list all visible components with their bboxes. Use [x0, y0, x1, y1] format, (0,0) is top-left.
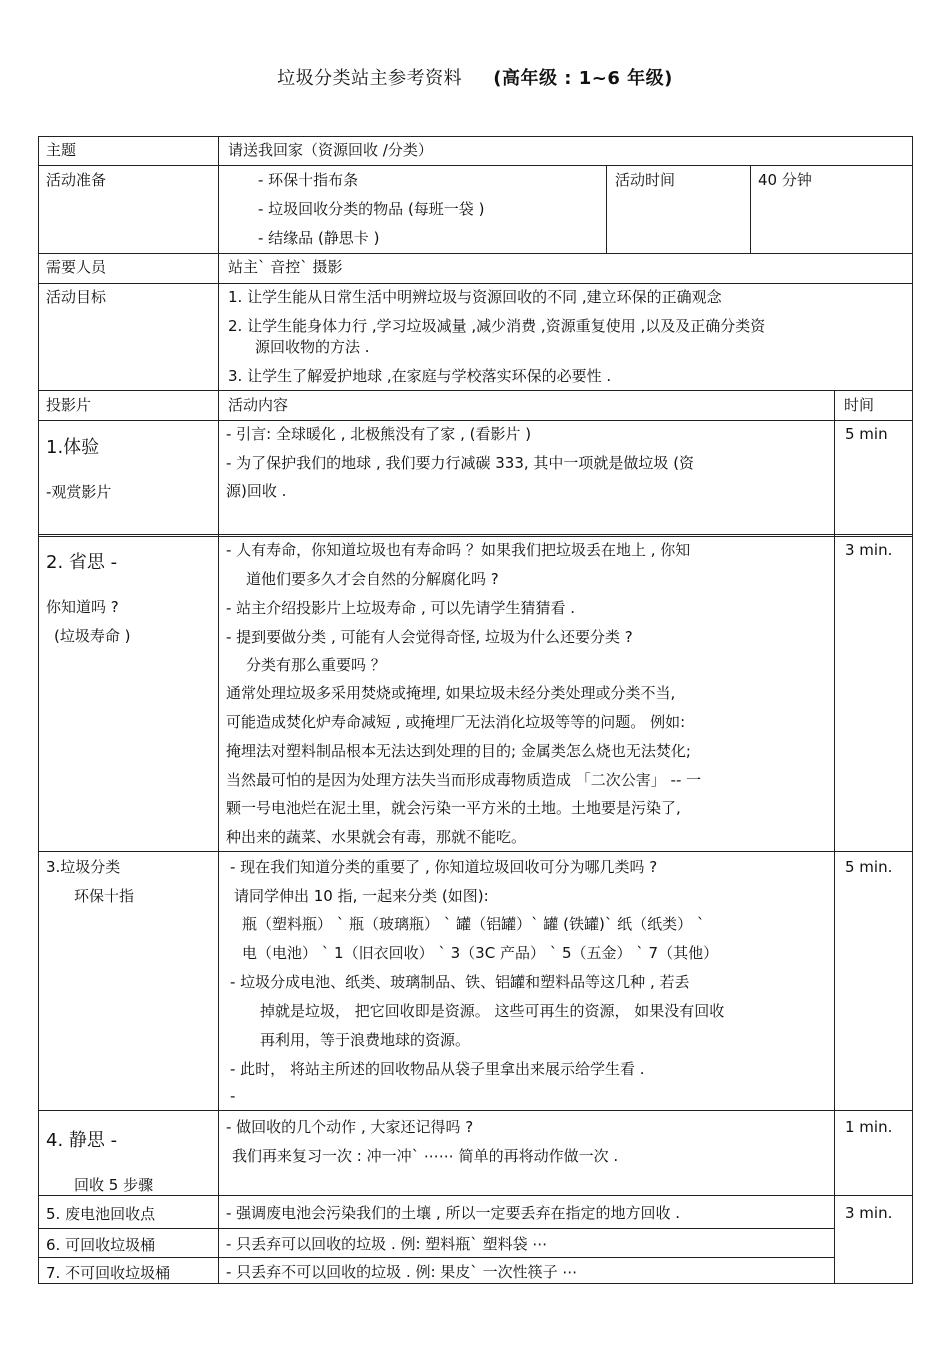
section-title: 5. 废电池回收点 [46, 1205, 156, 1223]
people-value: 站主` 音控` 摄影 [228, 258, 343, 276]
section-title: 2. 省思 - [46, 552, 118, 573]
header-time: 时间 [844, 396, 875, 414]
table-border-left [38, 136, 39, 1284]
row-divider [38, 536, 913, 537]
section-time: 5 min [845, 425, 888, 443]
col-divider [834, 390, 835, 1284]
row-divider [38, 1195, 913, 1196]
content-line: - 强调废电池会污染我们的土壤 , 所以一定要丢弃在指定的地方回收 . [226, 1204, 681, 1222]
section-subtitle: 回收 5 步骤 [74, 1176, 154, 1194]
goal-line: 3. 让学生了解爱护地球 ,在家庭与学校落实环保的必要性 . [228, 367, 612, 385]
content-line: 颗一号电池烂在泥土里，就会污染一平方米的土地。土地要是污染了, [226, 799, 681, 817]
section-title: 4. 静思 - [46, 1130, 118, 1151]
content-line: - 只丢弃不可以回收的垃圾 . 例: 果皮` 一次性筷子 ⋯ [226, 1263, 578, 1281]
section-time: 3 min. [845, 541, 893, 559]
row-divider [38, 283, 913, 284]
title-grade: (高年级 : 1~6 年级) [493, 68, 673, 89]
content-line: - 垃圾分成电池、纸类、玻璃制品、铁、铝罐和塑料品等这几种 , 若丢 [230, 973, 690, 991]
row-divider [38, 420, 913, 421]
content-line: - 只丢弃可以回收的垃圾 . 例: 塑料瓶` 塑料袋 ⋯ [226, 1235, 548, 1253]
time-value: 40 分钟 [758, 171, 812, 189]
goal-line: 1. 让学生能从日常生活中明辨垃圾与资源回收的不同 ,建立环保的正确观念 [228, 288, 722, 306]
goal-line: 源回收物的方法 . [255, 338, 370, 356]
content-line: 种出来的蔬菜、水果就会有毒，那就不能吃。 [226, 828, 527, 846]
theme-value: 请送我回家（资源回收 /分类） [228, 141, 433, 159]
section-time: 1 min. [845, 1118, 893, 1136]
table-border-top [38, 136, 913, 137]
content-line: - [230, 1087, 236, 1105]
time-label: 活动时间 [615, 171, 676, 189]
content-line: 可能造成焚化炉寿命减短 , 或掩埋厂无法消化垃圾等等的问题。 例如: [226, 713, 686, 731]
content-line: - 此时， 将站主所述的回收物品从袋子里拿出来展示给学生看 . [230, 1060, 645, 1078]
section-subtitle: 环保十指 [74, 887, 135, 905]
title-main: 垃圾分类站主参考资料 [277, 68, 463, 89]
col-divider [606, 165, 607, 253]
content-line: - 为了保护我们的地球 , 我们要力行减碳 333, 其中一项就是做垃圾 (资 [226, 454, 695, 472]
section-title: 6. 可回收垃圾桶 [46, 1236, 156, 1254]
section-subtitle: (垃圾寿命 ) [54, 627, 131, 645]
header-content: 活动内容 [228, 396, 289, 414]
col-divider [750, 165, 751, 253]
content-line: 瓶（塑料瓶） ` 瓶（玻璃瓶） ` 罐（铝罐）` 罐 (铁罐)` 纸（纸类） ` [242, 915, 705, 933]
section-time: 5 min. [845, 858, 893, 876]
content-line: 请同学伸出 10 指, 一起来分类 (如图): [234, 887, 489, 905]
section-subtitle: -观赏影片 [46, 483, 112, 501]
content-line: 电（电池） ` 1（旧衣回收） ` 3（3C 产品） ` 5（五金） ` 7（其他） [242, 944, 719, 962]
goals-label: 活动目标 [46, 288, 107, 306]
content-line: - 引言: 全球暖化 , 北极熊没有了家 , (看影片 ) [226, 425, 532, 443]
table-border-bottom [38, 1283, 913, 1284]
content-line: 通常处理垃圾多采用焚烧或掩埋, 如果垃圾未经分类处理或分类不当, [226, 684, 676, 702]
prep-item: - 垃圾回收分类的物品 (每班一袋 ) [258, 200, 485, 218]
section-subtitle: 你知道吗 ? [46, 598, 119, 616]
row-divider [38, 1228, 835, 1229]
row-divider [38, 390, 913, 391]
row-divider [38, 851, 913, 852]
goal-line: 2. 让学生能身体力行 ,学习垃圾减量 ,减少消费 ,资源重复使用 ,以及及正确分类资 [228, 317, 766, 335]
header-slides: 投影片 [46, 396, 92, 414]
prep-item: - 环保十指布条 [258, 171, 359, 189]
row-divider [38, 1110, 913, 1111]
row-divider [38, 253, 913, 254]
section-time: 3 min. [845, 1204, 893, 1222]
content-line: - 提到要做分类 , 可能有人会觉得奇怪, 垃圾为什么还要分类 ? [226, 628, 633, 646]
content-line: 源)回收 . [226, 482, 287, 500]
content-line: 当然最可怕的是因为处理方法失当而形成毒物质造成 「二次公害」 -- 一 [226, 771, 702, 789]
section-title: 1.体验 [46, 437, 100, 458]
col-divider [218, 136, 219, 1284]
content-line: - 现在我们知道分类的重要了 , 你知道垃圾回收可分为哪几类吗 ? [230, 858, 658, 876]
row-divider [38, 1257, 835, 1258]
section-title: 7. 不可回收垃圾桶 [46, 1264, 171, 1282]
content-line: 分类有那么重要吗 ？ [246, 656, 386, 674]
row-divider [38, 534, 913, 535]
content-line: 道他们要多久才会自然的分解腐化吗 ? [246, 570, 499, 588]
table-border-right [912, 136, 913, 1284]
content-line: 再利用，等于浪费地球的资源。 [260, 1031, 471, 1049]
people-label: 需要人员 [46, 258, 107, 276]
prep-label: 活动准备 [46, 171, 107, 189]
section-title: 3.垃圾分类 [46, 858, 121, 876]
prep-item: - 结缘品 (静思卡 ) [258, 229, 380, 247]
page-title [0, 64, 950, 90]
content-line: - 人有寿命，你知道垃圾也有寿命吗 ？如果我们把垃圾丢在地上 , 你知 [226, 541, 691, 559]
content-line: 掉就是垃圾， 把它回收即是资源。 这些可再生的资源， 如果没有回收 [260, 1002, 725, 1020]
content-line: - 做回收的几个动作 , 大家还记得吗 ? [226, 1118, 474, 1136]
row-divider [38, 165, 913, 166]
content-line: 掩埋法对塑料制品根本无法达到处理的目的; 金属类怎么烧也无法焚化; [226, 742, 691, 760]
content-line: 我们再来复习一次 : 冲一冲` ⋯⋯ 简单的再将动作做一次 . [232, 1147, 619, 1165]
theme-label: 主题 [46, 141, 77, 159]
content-line: - 站主介绍投影片上垃圾寿命 , 可以先请学生猜猜看 . [226, 599, 576, 617]
